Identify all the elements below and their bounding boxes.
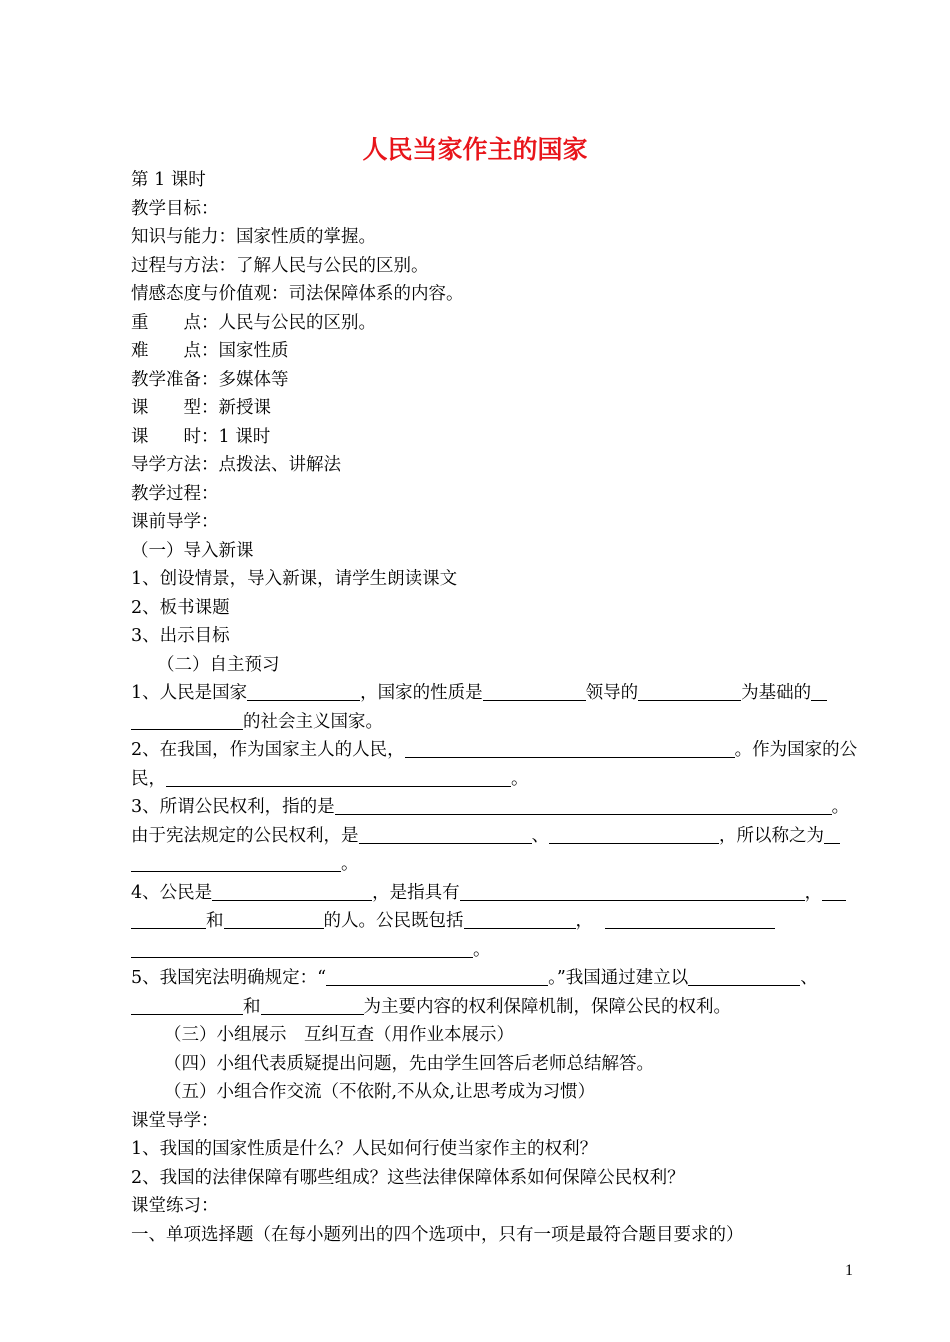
q4-text-c: ， [804, 882, 823, 903]
blank [131, 909, 206, 929]
q5-text-c: 、 [800, 968, 818, 988]
pre-class-heading: 课前导学： [131, 512, 219, 532]
question-2 [131, 736, 861, 765]
guidance-method: 导学方法：点拨法、讲解法 [131, 455, 341, 475]
question-3-cont [131, 822, 861, 851]
q3-text-e: ，所以称之为 [719, 825, 824, 846]
blank [131, 995, 243, 1015]
q3-text-b: 。 [831, 797, 850, 817]
page-number: 1 [845, 1262, 853, 1279]
blank [261, 995, 364, 1015]
question-3-cont2 [131, 850, 861, 879]
q1-text-e: 的社会主义国家。 [243, 711, 383, 732]
q3-text-c: 由于宪法规定的公民权利，是 [131, 825, 359, 846]
blank [405, 738, 735, 758]
q1-text-a: 1、人民是国家 [131, 683, 248, 703]
q3-text-a: 3、所谓公民权利，指的是 [131, 797, 335, 817]
question-5-cont [131, 993, 861, 1022]
blank [131, 710, 243, 730]
lesson-period: 第 1 课时 [131, 170, 206, 190]
question-1-cont [131, 708, 861, 737]
blank [688, 966, 800, 986]
blank [549, 824, 719, 844]
blank [131, 938, 473, 958]
blank [359, 824, 532, 844]
blank [131, 852, 341, 872]
q4-text-b: ，是指具有 [372, 882, 460, 903]
blank [326, 966, 548, 986]
q2-text-b: 。作为国家的公 [734, 740, 858, 760]
blank [335, 795, 832, 815]
q5-text-b: 。”我国通过建立以 [548, 968, 689, 988]
step-2: 2、板书课题 [131, 597, 230, 618]
step-3: 3、出示目标 [131, 626, 230, 646]
step-1: 1、创设情景，导入新课，请学生朗读课文 [131, 569, 458, 589]
key-point: 重 点：人民与公民的区别。 [131, 312, 376, 333]
in-class-heading: 课堂导学： [131, 1110, 219, 1131]
q3-text-d: 、 [531, 825, 549, 846]
section-intro: （一）导入新课 [131, 540, 254, 561]
document-body [131, 166, 861, 1249]
document-title: 人民当家作主的国家 [362, 135, 588, 164]
in-class-question-2: 2、我国的法律保障有哪些组成？这些法律保障体系如何保障公民权利？ [131, 1167, 685, 1188]
blank [460, 881, 805, 901]
q1-text-b: ，国家的性质是 [360, 683, 483, 703]
blank [811, 681, 827, 701]
q2-text-d: 。 [511, 768, 529, 789]
q4-text-f: ， [575, 911, 593, 931]
q1-text-c: 领导的 [585, 683, 639, 703]
section-self-study: （二）自主预习 [157, 654, 280, 675]
question-4 [131, 879, 861, 908]
single-choice-heading: 一、单项选择题（在每小题列出的四个选项中，只有一项是最符合题目要求的） [131, 1224, 744, 1245]
q3-text-f: 。 [341, 854, 359, 874]
blank [638, 681, 741, 701]
q5-text-a: 5、我国宪法明确规定：“ [131, 968, 327, 988]
teaching-process-heading: 教学过程： [131, 483, 219, 504]
q2-text-c: 民， [131, 768, 166, 789]
q5-text-d: 和 [243, 996, 261, 1017]
section-group-show: （三）小组展示 互纠互查（用作业本展示） [164, 1025, 514, 1045]
blank [605, 909, 775, 929]
teaching-preparation: 教学准备：多媒体等 [131, 369, 289, 390]
q4-text-g: 。 [473, 939, 491, 960]
blank [483, 681, 586, 701]
blank [247, 681, 360, 701]
goal-knowledge: 知识与能力：国家性质的掌握。 [131, 227, 376, 247]
question-1 [131, 679, 861, 708]
q4-text-e: 的人。公民既包括 [323, 911, 464, 931]
blank [824, 824, 840, 844]
question-4-cont [131, 907, 861, 936]
difficult-point: 难 点：国家性质 [131, 341, 289, 361]
question-3 [131, 793, 861, 822]
exercise-heading: 课堂练习： [131, 1196, 219, 1216]
lesson-hours: 课 时：1 课时 [131, 426, 271, 447]
question-2-cont [131, 765, 861, 794]
q4-text-d: 和 [206, 911, 224, 931]
goal-process: 过程与方法：了解人民与公民的区别。 [131, 255, 429, 276]
lesson-type: 课 型：新授课 [131, 398, 271, 418]
q2-text-a: 2、在我国，作为国家主人的人民， [131, 740, 405, 760]
blank [822, 881, 846, 901]
q5-text-e: 为主要内容的权利保障机制，保障公民的权利。 [363, 996, 731, 1017]
question-4-cont2 [131, 936, 861, 965]
goal-attitude: 情感态度与价值观：司法保障体系的内容。 [131, 284, 464, 304]
q1-text-d: 为基础的 [741, 683, 812, 703]
question-5 [131, 964, 861, 993]
in-class-question-1: 1、我国的国家性质是什么？人民如何行使当家作主的权利？ [131, 1139, 598, 1159]
blank [464, 909, 576, 929]
section-group-question: （四）小组代表质疑提出问题，先由学生回答后老师总结解答。 [164, 1053, 654, 1074]
blank [212, 881, 372, 901]
teaching-goals-heading: 教学目标： [131, 198, 219, 219]
blank [224, 909, 324, 929]
section-group-discussion: （五）小组合作交流（不依附,不从众,让思考成为习惯） [164, 1082, 596, 1102]
blank [166, 767, 511, 787]
q4-text-a: 4、公民是 [131, 882, 213, 903]
